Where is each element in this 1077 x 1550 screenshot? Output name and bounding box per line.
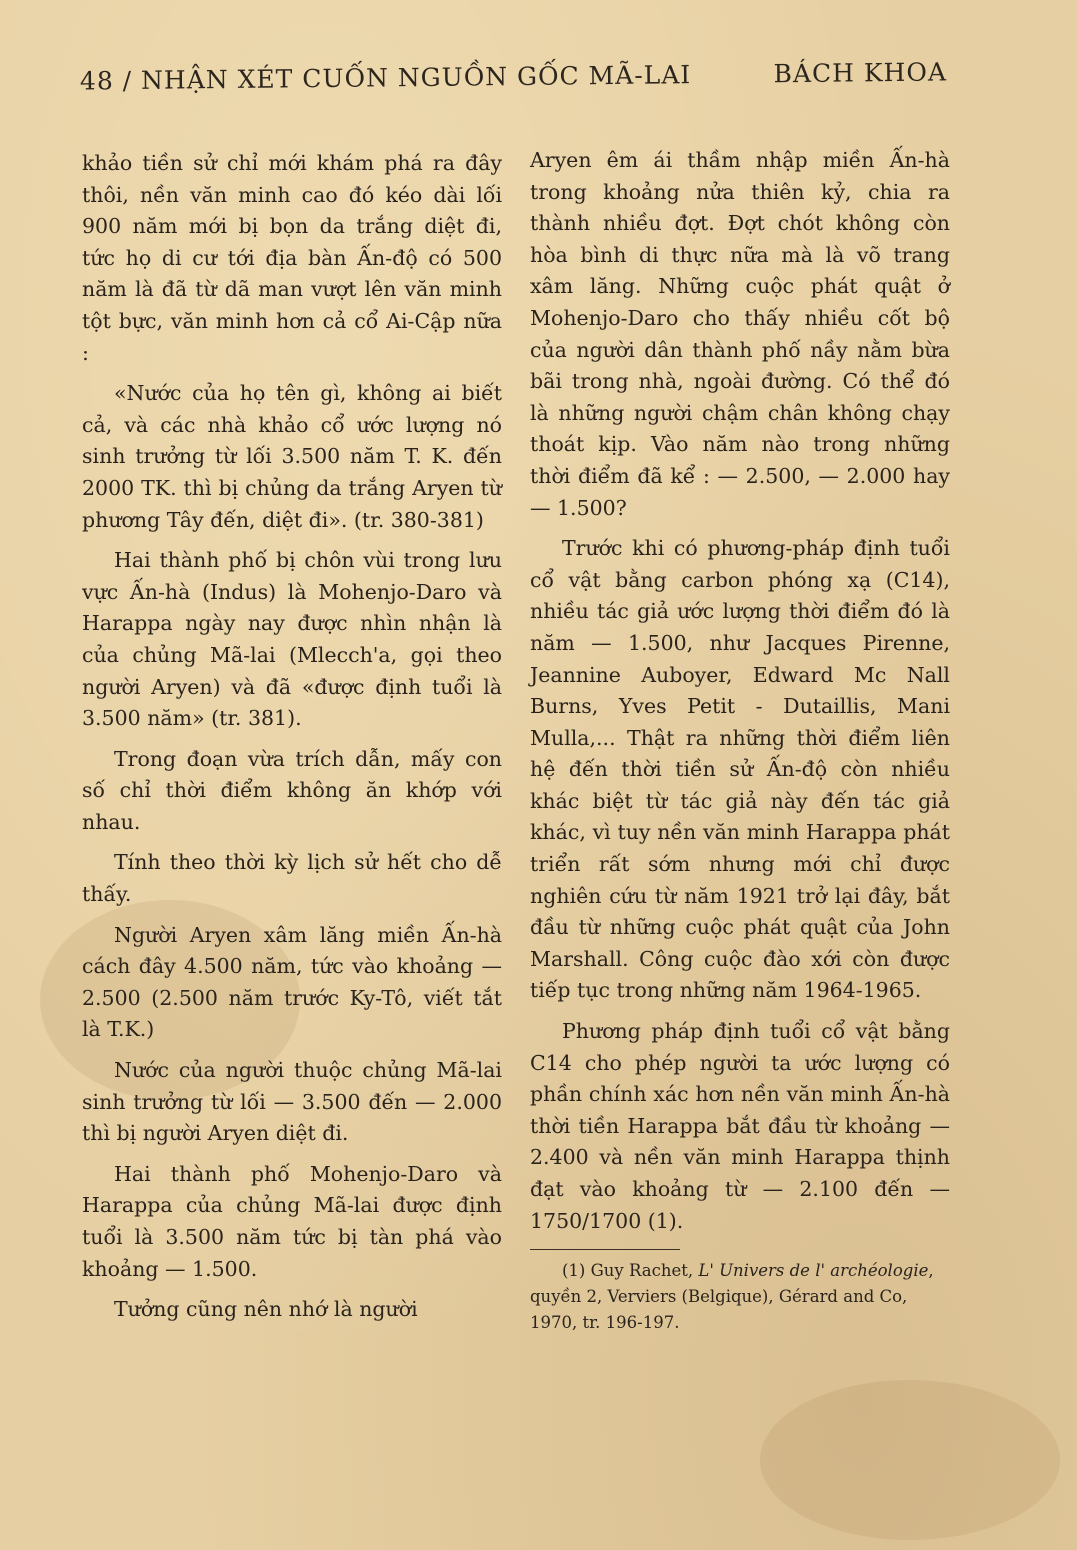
footnote-text: , quyền 2, Verviers (Belgique), Gérard and Co, 1970, tr. 196-197. [530, 1261, 934, 1333]
paper-stain [760, 1380, 1060, 1540]
paragraph: khảo tiền sử chỉ mới khám phá ra đây thôi, nền văn minh cao đó kéo dài lối 900 năm mới bị bọn da trắng diệt đi, tức họ di cư tới địa bàn Ấn-độ có 500 năm là đã từ dã man vượt lên văn minh tột bực, văn minh hơn cả cổ Ai-Cập nữa : [82, 151, 502, 365]
paragraph: Người Aryen xâm lăng miền Ấn-hà cách đây 4.500 năm, tức vào khoảng — 2.500 (2.500 năm trước Ky-Tô, viết tắt là T.K.) [82, 922, 502, 1042]
paragraph: Trong đoạn vừa trích dẫn, mấy con số chỉ thời điểm không ăn khớp với nhau. [82, 746, 502, 834]
footnote-book-title: L' Univers de l' archéologie [698, 1261, 929, 1281]
footnote [530, 1258, 950, 1336]
left-column [82, 148, 502, 1335]
quote-paragraph: «Nước của họ tên gì, không ai biết cả, và các nhà khảo cổ ước lượng nó sinh trưởng từ lối 3.500 năm T. K. đến 2000 TK. thì bị chủng da trắng Aryen từ phương Tây đến, diệt đi». (tr. 380-381) [82, 381, 502, 532]
running-header [80, 57, 947, 106]
paragraph: Hai thành phố bị chôn vùi trong lưu vực Ấn-hà (Indus) là Mohenjo-Daro và Harappa ngày nay được nhìn nhận là của chủng Mã-lai (Mlecch'a, gọi theo người Aryen) và đã «được định tuổi là 3.500 năm» (tr. 381). [82, 548, 502, 731]
header-magazine-name: BÁCH KHOA [773, 57, 948, 89]
header-page-title: 48 / NHẬN XÉT CUỐN NGUỒN GỐC MÃ-LAI [79, 60, 692, 96]
paragraph: Nước của người thuộc chủng Mã-lai sinh trưởng từ lối — 3.500 đến — 2.000 thì bị người Aryen diệt đi. [82, 1058, 502, 1146]
right-column [530, 145, 950, 1345]
paragraph: Hai thành phố Mohenjo-Daro và Harappa của chủng Mã-lai được định tuổi là 3.500 năm tức bị tàn phá vào khoảng — 1.500. [82, 1161, 502, 1281]
paragraph: Phương pháp định tuổi cổ vật bằng C14 cho phép người ta ước lượng có phần chính xác hơn nền văn minh Ấn-hà thời tiền Harappa bắt đầu từ khoảng — 2.400 và nền văn minh Harappa thịnh đạt vào khoảng từ — 2.100 đến — 1750/1700 (1). [530, 1019, 950, 1233]
footnote-divider [530, 1249, 680, 1250]
paragraph: Trước khi có phương-pháp định tuổi cổ vật bằng carbon phóng xạ (C14), nhiều tác giả ước lượng thời điểm đó là năm — 1.500, như Jacques Pirenne, Jeannine Auboyer, Edward Mc Nall Burns, Yves Petit - Dutaillis, Mani Mulla,... Thật ra những thời điểm liên hệ đến thời tiền sử Ấn-độ còn nhiều khác biệt từ tác giả này đến tác giả khác, vì tuy nền văn minh Harappa phát triển rất sớm nhưng mới chỉ được nghiên cứu từ năm 1921 trở lại đây, bắt đầu từ những cuộc phát quật của John Marshall. Công cuộc đào xới còn được tiếp tục trong những năm 1964-1965. [530, 536, 950, 1003]
paragraph: Tính theo thời kỳ lịch sử hết cho dễ thấy. [82, 850, 502, 907]
footnote-text: (1) Guy Rachet, [562, 1261, 699, 1281]
paragraph: Aryen êm ái thầm nhập miền Ấn-hà trong khoảng nửa thiên kỷ, chia ra thành nhiều đợt. Đợt chót không còn hòa bình di thực nữa mà là võ trang xâm lăng. Những cuộc phát quật ở Mohenjo-Daro cho thấy nhiều cốt bộ của người dân thành phố nầy nằm bừa bãi trong nhà, ngoài đường. Có thể đó là những người chậm chân không chạy thoát kịp. Vào năm nào trong những thời điểm đã kể : — 2.500, — 2.000 hay — 1.500? [530, 148, 950, 520]
paragraph: Tưởng cũng nên nhớ là người [114, 1297, 418, 1322]
